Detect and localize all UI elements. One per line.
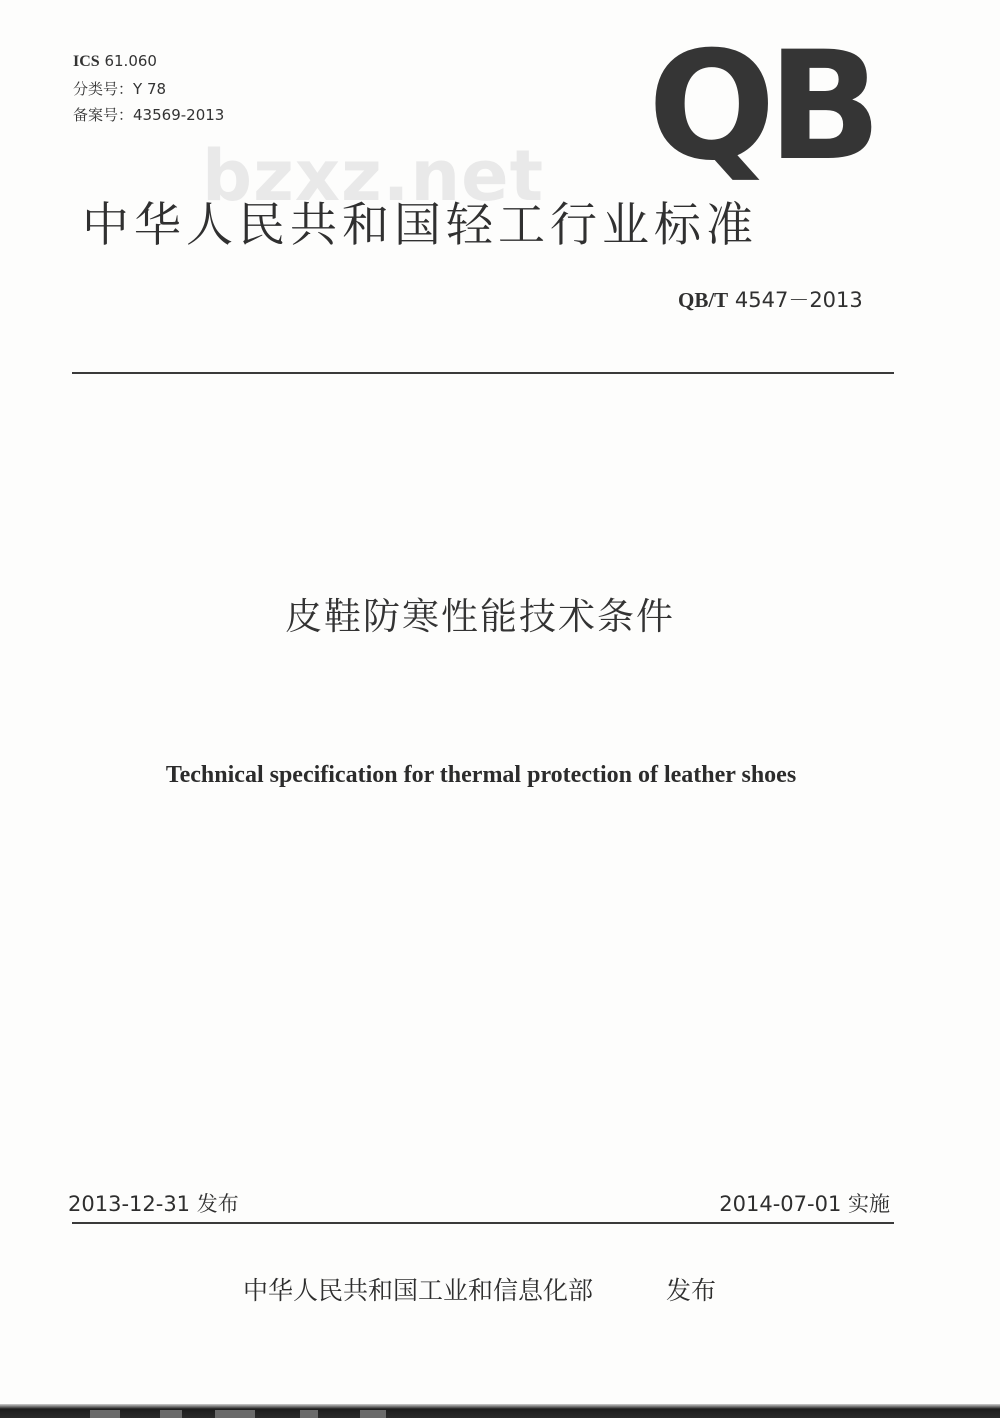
- standard-number: [678, 284, 863, 314]
- qb-logo: QB: [648, 20, 874, 194]
- issue-action: 发布: [666, 1276, 717, 1305]
- top-divider: [72, 372, 894, 374]
- document-title-en: Technical specification for thermal protection of leather shoes: [165, 762, 797, 788]
- document-title-cn: 皮鞋防寒性能技术条件: [285, 595, 675, 638]
- standard-number-value: 4547－2013: [734, 288, 863, 312]
- issuing-authority: 中华人民共和国工业和信息化部: [243, 1276, 594, 1305]
- standard-category-title: 中华人民共和国轻工行业标准: [82, 198, 758, 253]
- classification-number: [73, 78, 166, 99]
- scan-edge: [0, 1404, 1000, 1418]
- issue-date: 2013-12-31 发布: [68, 1192, 239, 1216]
- record-number: [73, 104, 224, 125]
- bottom-divider: [72, 1222, 894, 1224]
- classification-label: 分类号：: [73, 80, 134, 98]
- standard-prefix: QB/T: [678, 288, 729, 312]
- watermark: bzxz.net: [202, 135, 545, 217]
- classification-value: Y 78: [133, 80, 167, 98]
- record-label: 备案号：: [73, 106, 134, 124]
- record-value: 43569-2013: [133, 106, 225, 124]
- ics-code: [73, 52, 157, 71]
- ics-label: ICS: [73, 53, 100, 70]
- ics-value: 61.060: [104, 52, 157, 70]
- implementation-date: 2014-07-01 实施: [719, 1192, 890, 1216]
